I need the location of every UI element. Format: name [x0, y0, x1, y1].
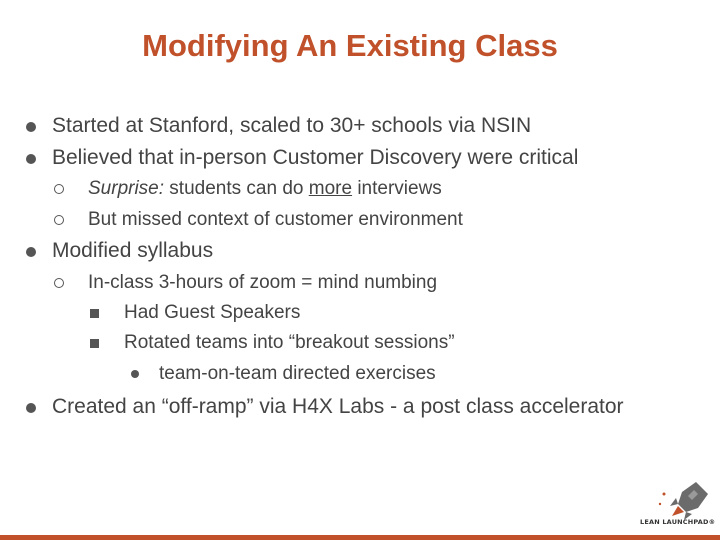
bullet-circle-icon	[54, 215, 64, 225]
text-segment: students can do	[164, 178, 309, 199]
sub-sub-bullet-text: Had Guest Speakers	[124, 302, 301, 323]
bullet-square-icon	[90, 309, 99, 318]
bottom-accent-bar	[0, 535, 720, 540]
bullet-text: Started at Stanford, scaled to 30+ schools via NSIN	[52, 114, 532, 137]
sub-bullet-text	[88, 178, 442, 200]
bullet-square-icon	[90, 339, 99, 348]
bullet-dot-icon	[26, 403, 36, 413]
sub-bullet-text: But missed context of customer environment	[88, 209, 463, 230]
bullet-dot-icon	[26, 154, 36, 164]
sub-bullet-text: In-class 3-hours of zoom = mind numbing	[88, 272, 438, 293]
bullet-text: Created an “off-ramp” via H4X Labs - a post class accelerator	[52, 395, 624, 418]
bullet-circle-icon	[54, 184, 64, 194]
text-segment: interviews	[352, 178, 442, 199]
bullet-dot-icon	[26, 247, 36, 257]
logo-text: LEAN LAUNCHPAD®	[640, 518, 716, 526]
sub-sub-bullet-text: Rotated teams into “breakout sessions”	[124, 332, 455, 353]
bullet-text: Believed that in-person Customer Discovery were critical	[52, 146, 579, 169]
level4-bullet-text: team-on-team directed exercises	[159, 363, 436, 384]
emphasis-text: Surprise:	[88, 178, 165, 199]
bullet-dot-icon	[26, 122, 36, 132]
bullet-text: Modified syllabus	[52, 239, 214, 262]
underlined-text: more	[308, 178, 353, 199]
bullet-dot-icon	[131, 370, 139, 378]
slide-title: Modifying An Existing Class	[142, 28, 558, 63]
bullet-circle-icon	[54, 278, 64, 288]
